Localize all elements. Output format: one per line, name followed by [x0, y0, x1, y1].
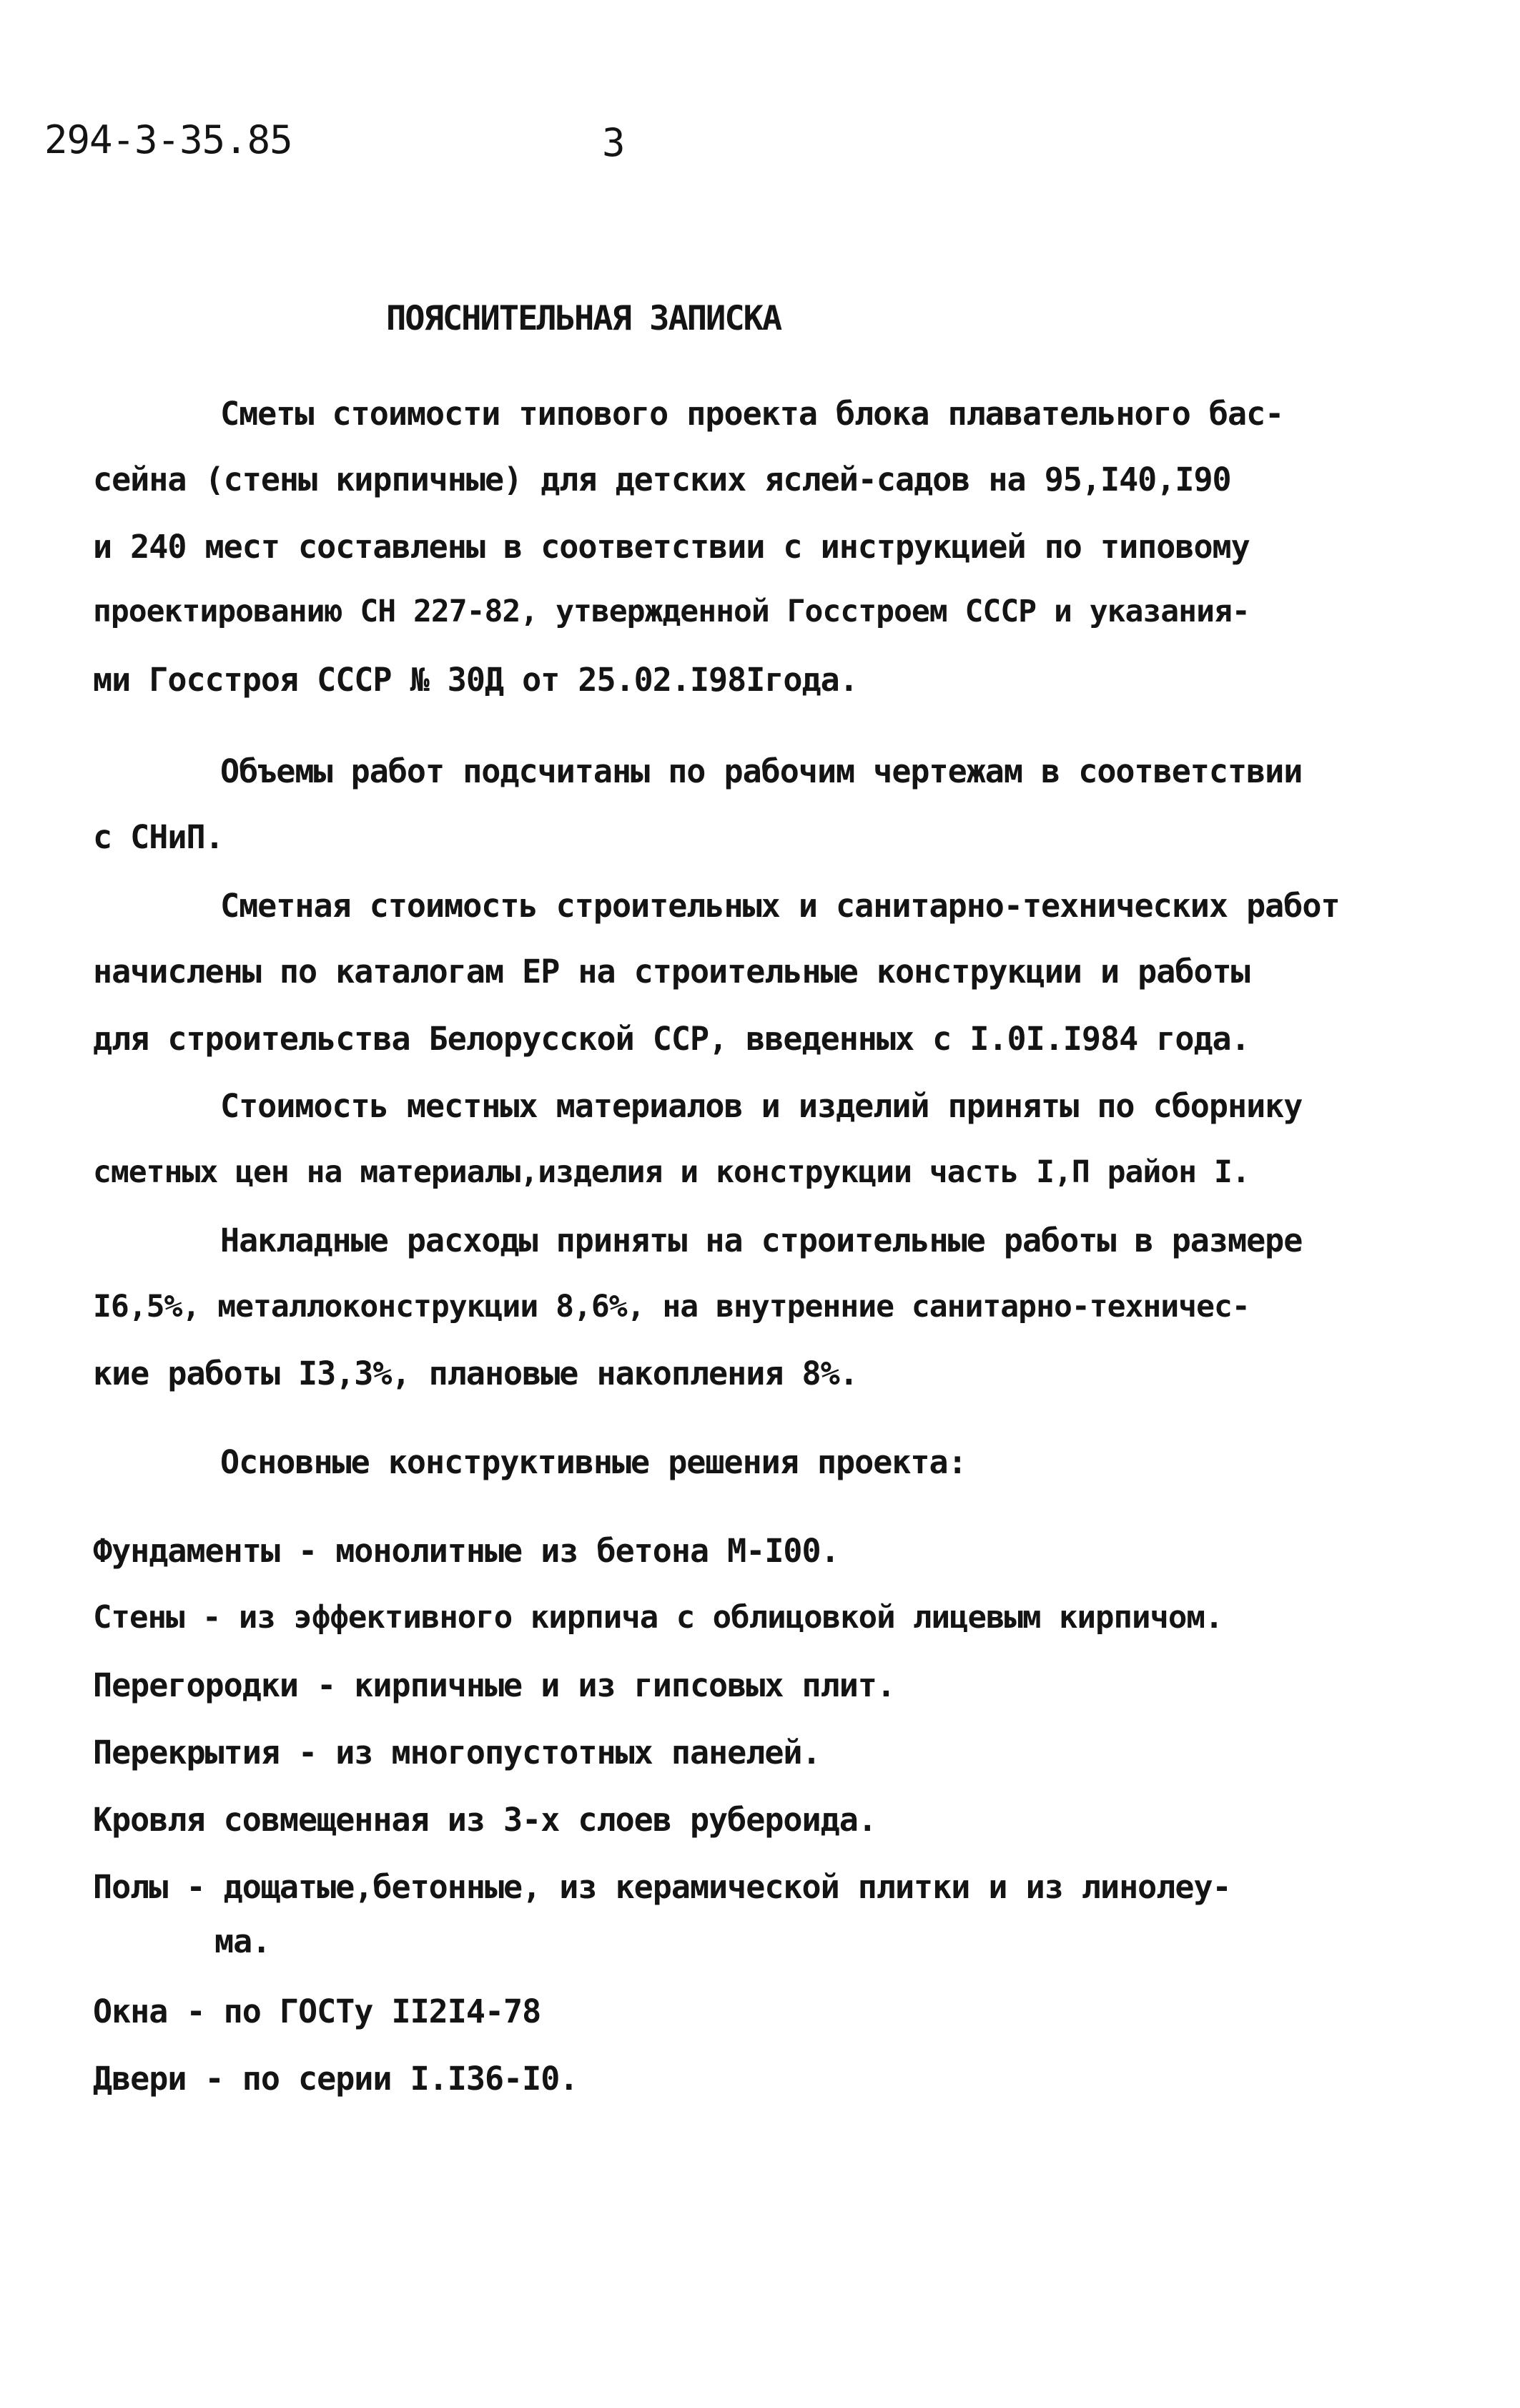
list-item: Полы - дощатые,бетонные, из керамической плитки и из линолеу-: [93, 1868, 1231, 1906]
paragraph-line: начислены по каталогам ЕР на строительные конструкции и работы: [93, 953, 1250, 991]
document-code: 294-3-35.85: [44, 117, 292, 162]
paragraph-line: Стоимость местных материалов и изделий приняты по сборнику: [220, 1087, 1303, 1125]
paragraph-line: с СНиП.: [93, 818, 224, 856]
paragraph-line: Объемы работ подсчитаны по рабочим чертежам в соответствии: [220, 752, 1303, 790]
list-item: Кровля совмещенная из 3-х слоев рубероида.: [93, 1801, 877, 1839]
paragraph-line: ми Госстроя СССР № 30Д от 25.02.I98Iгода.: [93, 661, 858, 699]
paragraph-line: Сметная стоимость строительных и санитарно-технических работ: [220, 887, 1340, 925]
paragraph-line: сметных цен на материалы,изделия и конструкции часть I,П район I.: [93, 1154, 1250, 1190]
document-title: ПОЯСНИТЕЛЬНАЯ ЗАПИСКА: [386, 299, 781, 338]
page-number: 3: [602, 120, 626, 165]
paragraph-line: и 240 мест составлены в соответствии с инструкцией по типовому: [93, 528, 1250, 566]
list-item: Двери - по серии I.I36-I0.: [93, 2060, 578, 2098]
list-item-continuation: ма.: [214, 1922, 271, 1960]
list-item: Перекрытия - из многопустотных панелей.: [93, 1734, 821, 1771]
list-item: Фундаменты - монолитные из бетона М-I00.: [93, 1532, 839, 1570]
paragraph-line: Сметы стоимости типового проекта блока плавательного бас-: [220, 395, 1284, 433]
list-item: Перегородки - кирпичные и из гипсовых плит.: [93, 1666, 895, 1704]
paragraph-line: для строительства Белорусской ССР, введенных с I.0I.I984 года.: [93, 1020, 1250, 1058]
paragraph-line: кие работы I3,3%, плановые накопления 8%.: [93, 1355, 858, 1392]
list-item: Стены - из эффективного кирпича с облицовкой лицевым кирпичом.: [93, 1599, 1223, 1636]
list-item: Окна - по ГОСТу II2I4-78: [93, 1992, 541, 2030]
paragraph-line: Накладные расходы приняты на строительные работы в размере: [220, 1222, 1303, 1259]
solutions-heading: Основные конструктивные решения проекта:: [220, 1443, 967, 1481]
paragraph-line: I6,5%, металлоконструкции 8,6%, на внутренние санитарно-техничес-: [93, 1289, 1250, 1325]
paragraph-line: сейна (стены кирпичные) для детских яслей-садов на 95,I40,I90: [93, 461, 1231, 498]
paragraph-line: проектированию СН 227-82, утвержденной Госстроем СССР и указания-: [93, 594, 1250, 629]
